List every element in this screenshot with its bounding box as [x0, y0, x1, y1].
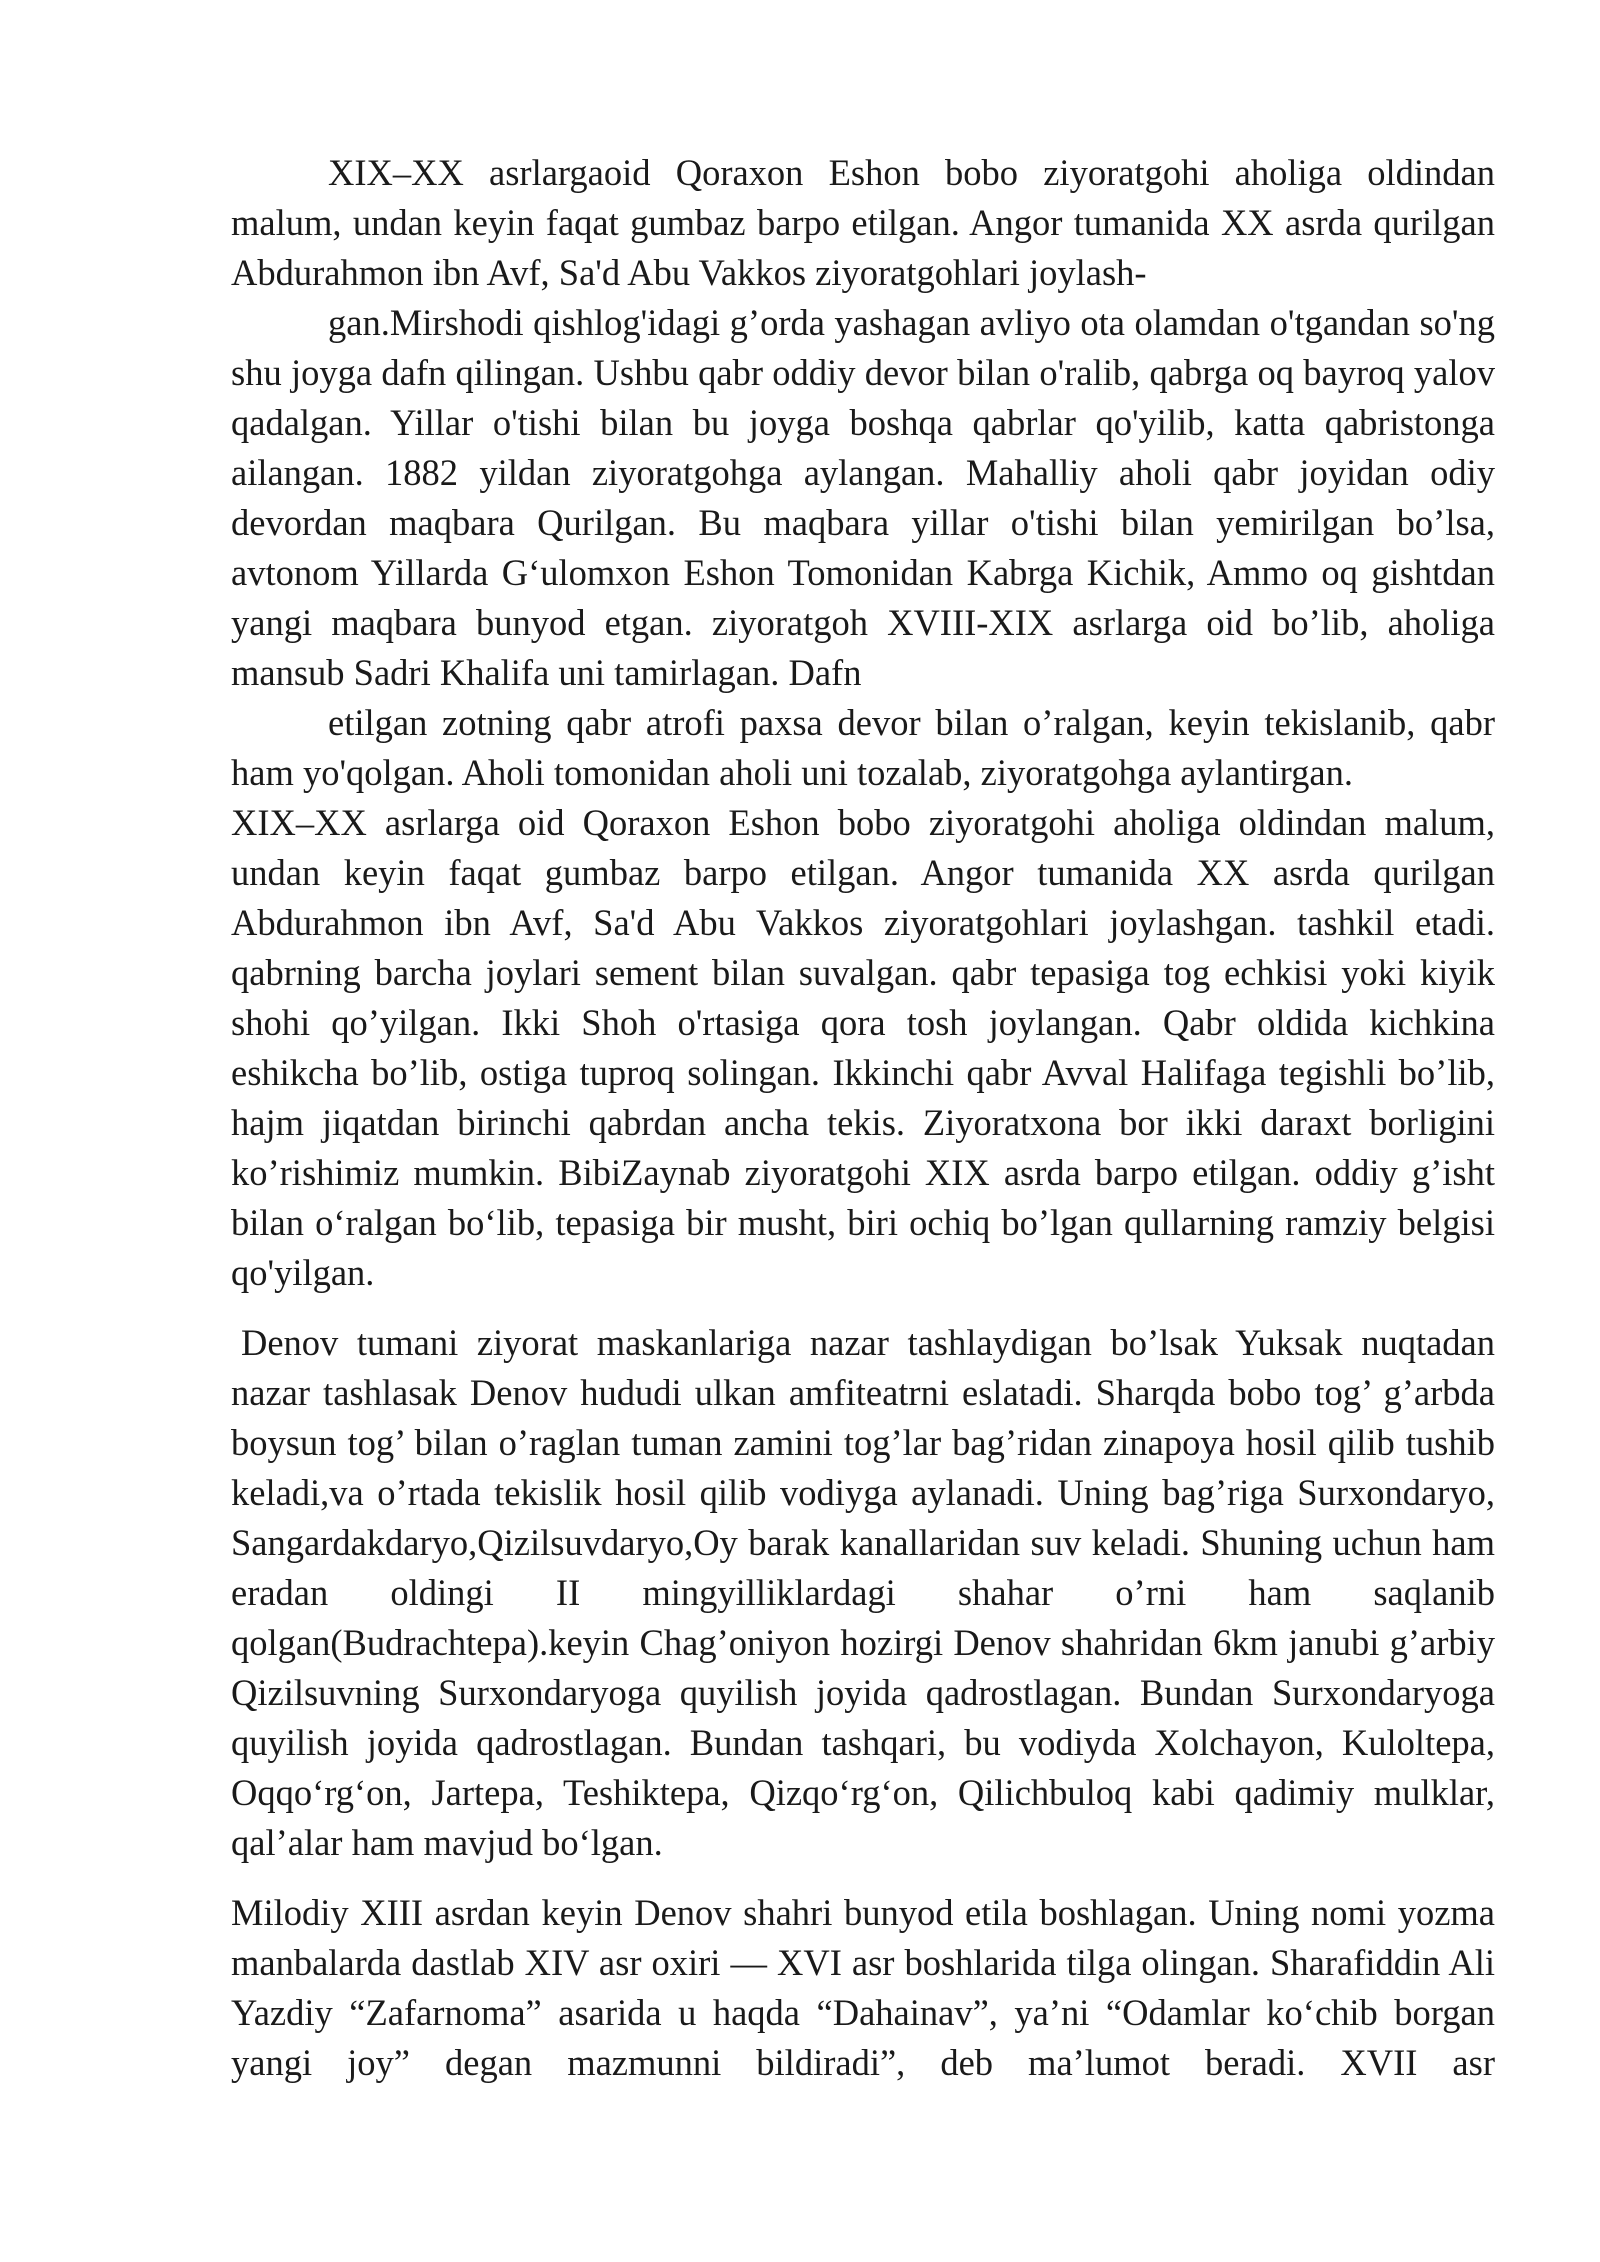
- paragraph-6: Milodiy XIII asrdan keyin Denov shahri bunyod etila boshlagan. Uning nomi yozma manbalarda dastlab XIV asr oxiri — XVI asr boshlarida tilga olingan. Sharafiddin Ali Yazdiy “Zafarnoma” asarida u haqda “Dahainav”, ya’ni “Odamlar ko‘chib borgan yangi joy” degan mazmunni bildiradi”, deb ma’lumot beradi. XVII asr: [231, 1892, 1495, 2083]
- paragraph-1: XIX–XX asrlargaoid Qoraxon Eshon bobo ziyoratgohi aholiga oldindan malum, undan keyin faqat gumbaz barpo etilgan. Angor tumanida XX asrda qurilgan Abdurahmon ibn Avf, Sa'd Abu Vakkos ziyoratgohlari joylash-: [231, 152, 1495, 293]
- paragraph-4: XIX–XX asrlarga oid Qoraxon Eshon bobo ziyoratgohi aholiga oldindan malum, undan keyin faqat gumbaz barpo etilgan. Angor tumanida XX asrda qurilgan Abdurahmon ibn Avf, Sa'd Abu Vakkos ziyoratgohlari joylashgan. tashkil etadi. qabrning barcha joylari sement bilan suvalgan. qabr tepasiga tog echkisi yoki kiyik shohi qo’yilgan. Ikki Shoh o'rtasiga qora tosh joylangan. Qabr oldida kichkina eshikcha bo’lib, ostiga tuproq solingan. Ikkinchi qabr Avval Halifaga tegishli bo’lib, hajm jiqatdan birinchi qabrdan ancha tekis. Ziyoratxona bor ikki daraxt borligini ko’rishimiz mumkin. BibiZaynab ziyoratgohi XIX asrda barpo etilgan. oddiy g’isht bilan o‘ralgan bo‘lib, tepasiga bir musht, biri ochiq bo’lgan qullarning ramziy belgisi qo'yilgan.: [231, 802, 1495, 1293]
- paragraph-3: etilgan zotning qabr atrofi paxsa devor bilan o’ralgan, keyin tekislanib, qabr ham yo'qolgan. Aholi tomonidan aholi uni tozalab, ziyoratgohga aylantirgan.: [231, 702, 1495, 793]
- document-page: [231, 148, 1495, 2088]
- paragraph-2: gan.Mirshodi qishlog'idagi g’orda yashagan avliyo ota olamdan o'tgandan so'ng shu joyga dafn qilingan. Ushbu qabr oddiy devor bilan o'ralib, qabrga oq bayroq yalov qadalgan. Yillar o'tishi bilan bu joyga boshqa qabrlar qo'yilib, katta qabristonga ailangan. 1882 yildan ziyoratgohga aylangan. Mahalliy aholi qabr joyidan odiy devordan maqbara Qurilgan. Bu maqbara yillar o'tishi bilan yemirilgan bo’lsa, avtonom Yillarda G‘ulomxon Eshon Tomonidan Kabrga Kichik, Ammo oq gishtdan yangi maqbara bunyod etgan. ziyoratgoh XVIII-XIX asrlarga oid bo’lib, aholiga mansub Sadri Khalifa uni tamirlagan. Dafn: [231, 302, 1495, 693]
- paragraph-5: Denov tumani ziyorat maskanlariga nazar tashlaydigan bo’lsak Yuksak nuqtadan nazar tashlasak Denov hududi ulkan amfiteatrni eslatadi. Sharqda bobo tog’ g’arbda boysun tog’ bilan o’raglan tuman zamini tog’lar bag’ridan zinapoya hosil qilib tushib keladi,va o’rtada tekislik hosil qilib vodiyga aylanadi. Uning bag’riga Surxondaryo, Sangardakdaryo,Qizilsuvdaryo,Oy barak kanallaridan suv keladi. Shuning uchun ham eradan oldingi II mingyilliklardagi shahar o’rni ham saqlanib qolgan(Budrachtepa).keyin Chag’oniyon hozirgi Denov shahridan 6km janubi g’arbiy Qizilsuvning Surxondaryoga quyilish joyida qadrostlagan. Bundan Surxondaryoga quyilish joyida qadrostlagan. Bundan tashqari, bu vodiyda Xolchayon, Kuloltepa, Oqqo‘rg‘on, Jartepa, Teshiktepa, Qizqo‘rg‘on, Qilichbuloq kabi qadimiy mulklar, qal’alar ham mavjud bo‘lgan.: [231, 1322, 1495, 1863]
